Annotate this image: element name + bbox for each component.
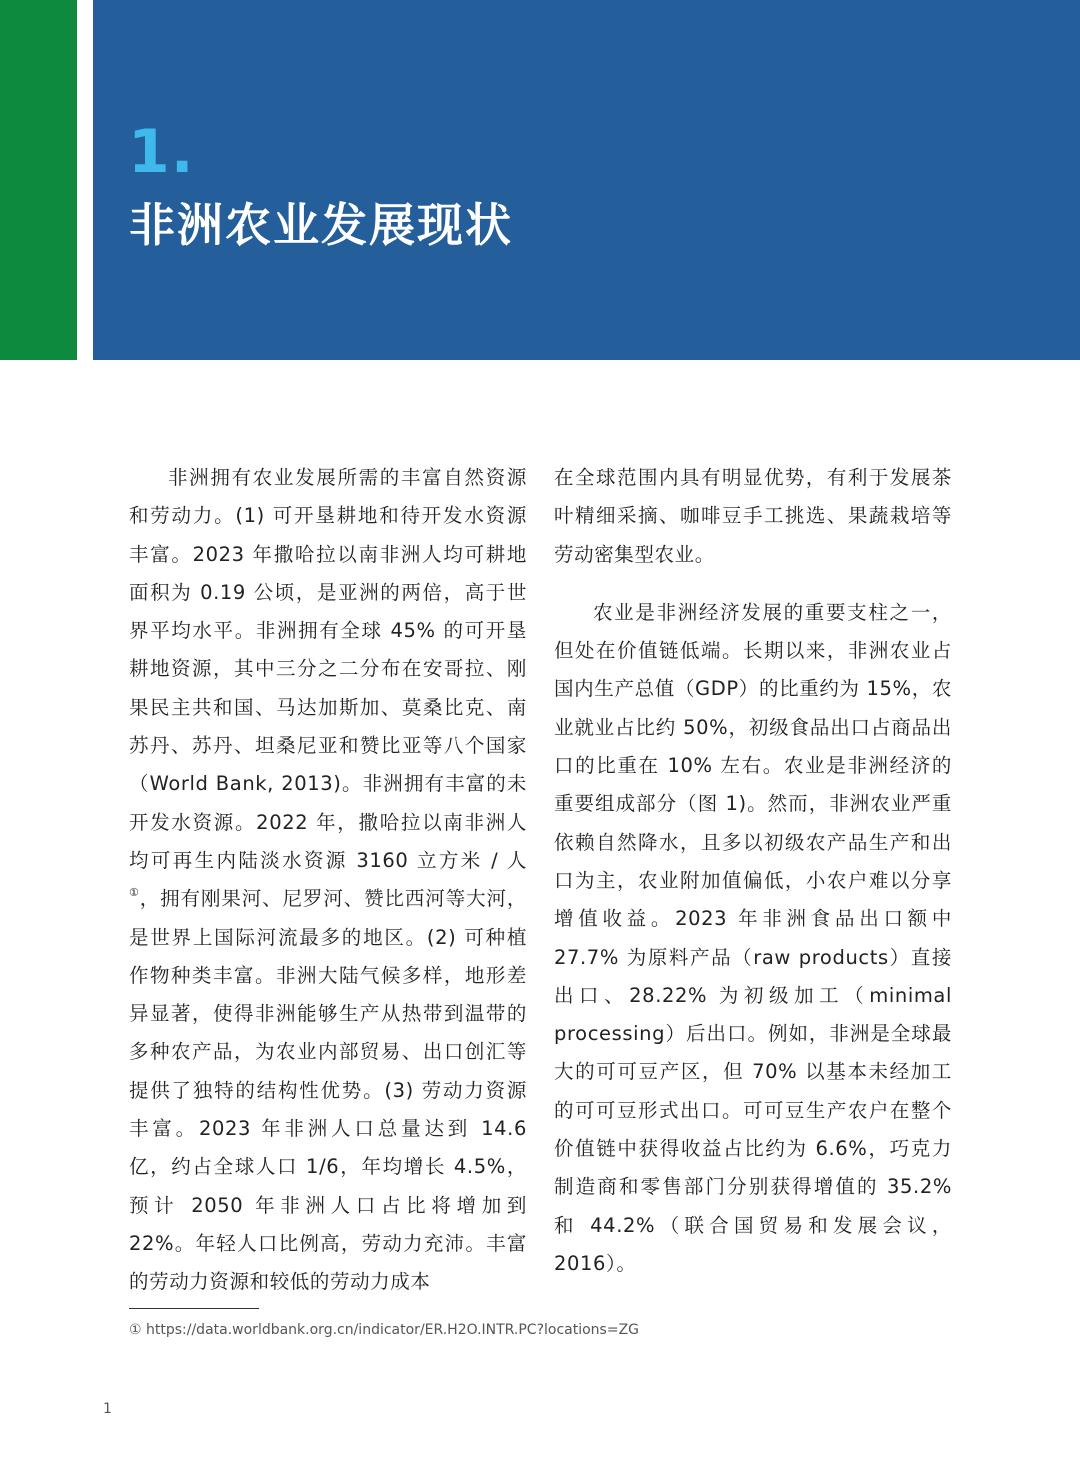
footnote-reference[interactable]: ① bbox=[129, 886, 140, 900]
chapter-title: 非洲农业发展现状 bbox=[129, 198, 513, 252]
chapter-number: 1. bbox=[128, 117, 195, 187]
paragraph-text: ，拥有刚果河、尼罗河、赞比西河等大河，是世界上国际河流最多的地区。(2) 可种植作物种类丰富。非洲大陆气候多样，地形差异显著，使得非洲能够生产从热带到温带的多种农产品，为农业内部贸易、出口创汇等提供了独特的结构性优势。(3) 劳动力资源丰富。2023 年非洲人口总量达到 14.6 亿，约占全球人口 1/6，年均增长 4.5%，预计 2050 年非洲人口占比将增加到 22%。年轻人口比例高，劳动力充沛。丰富的劳动力资源和较低的劳动力成本 bbox=[129, 887, 527, 1294]
body-paragraph: 在全球范围内具有明显优势，有利于发展茶叶精细采摘、咖啡豆手工挑选、果蔬栽培等劳动密集型农业。 bbox=[554, 466, 952, 566]
footnote: ① https://data.worldbank.org.cn/indicator/ER.H2O.INTR.PC?locations=ZG bbox=[129, 1322, 640, 1338]
left-text-column bbox=[129, 459, 527, 1302]
page-number: 1 bbox=[103, 1401, 112, 1417]
right-text-column bbox=[554, 459, 952, 1283]
footnote-divider bbox=[129, 1308, 259, 1309]
green-accent-bar bbox=[0, 0, 77, 360]
paragraph-text: 非洲拥有农业发展所需的丰富自然资源和劳动力。(1) 可开垦耕地和待开发水资源丰富。2023 年撒哈拉以南非洲人均可耕地面积为 0.19 公顷，是亚洲的两倍，高于世界平均水平。非洲拥有全球 45% 的可开垦耕地资源，其中三分之二分布在安哥拉、刚果民主共和国、马达加斯加、莫桑比克、南苏丹、苏丹、坦桑尼亚和赞比亚等八个国家（World Bank, 2013)。非洲拥有丰富的未开发水资源。2022 年，撒哈拉以南非洲人均可再生内陆淡水资源 3160 立方米 / 人 bbox=[129, 466, 527, 872]
body-paragraph: 农业是非洲经济发展的重要支柱之一，但处在价值链低端。长期以来，非洲农业占国内生产总值（GDP）的比重约为 15%，农业就业占比约 50%，初级食品出口占商品出口的比重在 10% 左右。农业是非洲经济的重要组成部分（图 1)。然而，非洲农业严重依赖自然降水，且多以初级农产品生产和出口为主，农业附加值偏低，小农户难以分享增值收益。2023 年非洲食品出口额中 27.7% 为原料产品（raw products）直接出口、28.22% 为初级加工（minimal processing）后出口。例如，非洲是全球最大的可可豆产区，但 70% 以基本未经加工的可可豆形式出口。可可豆生产农户在整个价值链中获得收益占比约为 6.6%，巧克力制造商和零售部门分别获得增值的 35.2% 和 44.2%（联合国贸易和发展会议，2016）。 bbox=[554, 600, 952, 1275]
body-paragraph bbox=[129, 459, 527, 1302]
chapter-banner bbox=[93, 0, 1080, 360]
